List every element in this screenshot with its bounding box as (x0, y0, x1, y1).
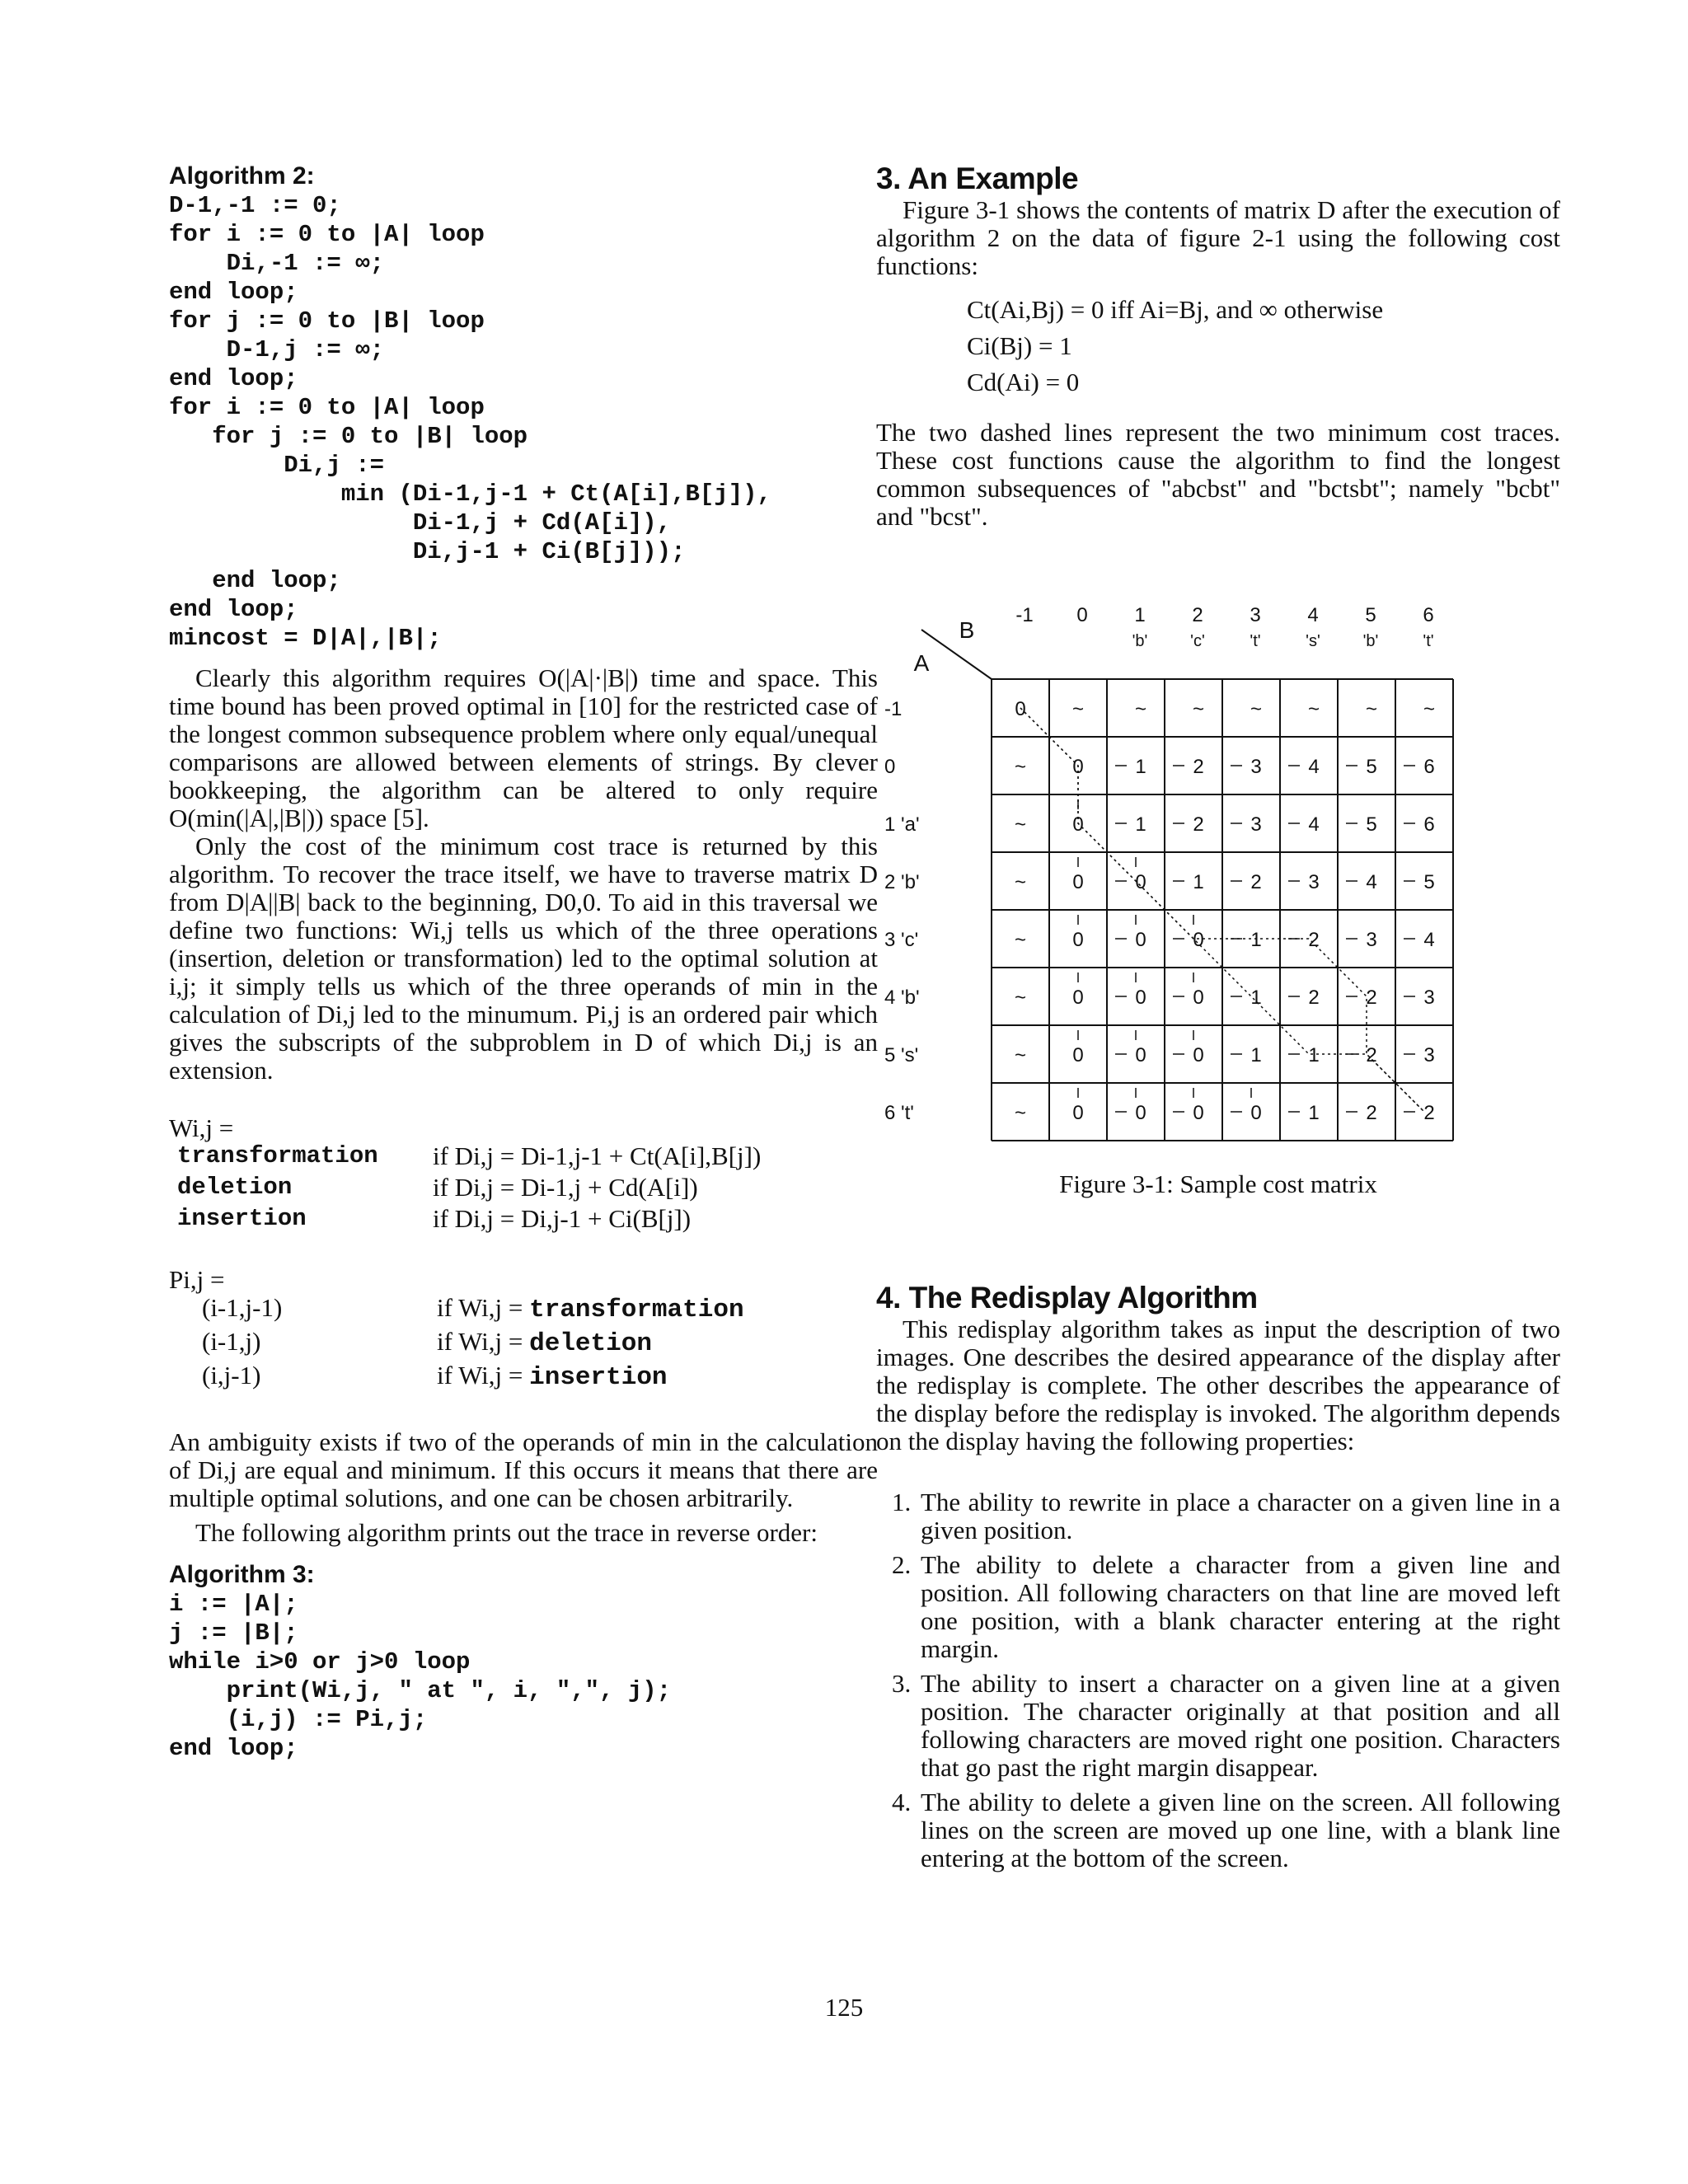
matrix-cell-value: ~ (1134, 698, 1147, 720)
matrix-cell-value: 1 (1250, 1044, 1262, 1066)
matrix-col-char: 's' (1306, 632, 1320, 650)
matrix-cell-value: 0 (1193, 929, 1204, 951)
matrix-cell-value: 0 (1072, 1102, 1084, 1124)
cost-matrix (876, 588, 1560, 1157)
matrix-cell-value: 0 (1072, 756, 1084, 778)
matrix-corner-diagonal (921, 630, 992, 679)
matrix-cell-value: 4 (1308, 756, 1320, 778)
matrix-axis-label-a: A (913, 650, 930, 676)
matrix-cell-value: ~ (1014, 871, 1027, 893)
w-condition: if Di,j = Di-1,j-1 + Ct(A[i],B[j]) (433, 1141, 762, 1170)
matrix-row-label: 4 'b' (884, 987, 920, 1009)
matrix-row-label: 1 'a' (884, 813, 920, 836)
matrix-cell-value: 5 (1366, 813, 1377, 836)
matrix-cell-value: 2 (1366, 987, 1377, 1009)
matrix-cell-value: 0 (1072, 929, 1084, 951)
section-4-heading: 4. The Redisplay Algorithm (876, 1281, 1258, 1315)
p-pair: (i-1,j-1) (202, 1293, 283, 1322)
matrix-col-index: -1 (1015, 604, 1034, 626)
matrix-cell-value: 5 (1366, 756, 1377, 778)
display-properties-list (876, 1488, 1560, 1872)
w-op-deletion: deletion (177, 1174, 293, 1201)
matrix-cell-value: 0 (1135, 1102, 1146, 1124)
p-definition-rows (202, 1294, 878, 1392)
w-definition-rows (177, 1142, 878, 1233)
matrix-cell-value: 4 (1308, 813, 1320, 836)
matrix-col-index: 2 (1192, 604, 1203, 626)
matrix-cell-value: ~ (1423, 698, 1436, 720)
algorithm-3-code: i := |A|; j := |B|; while i>0 or j>0 loop print(Wi,j, " at ", i, ",", j); (i,j) := Pi,j; end loop; (169, 1591, 672, 1762)
display-property-item: 2. The ability to delete a character from a given line and position. All following characters on that line are moved left one position, with a blank character entering at the right margin. (917, 1551, 1560, 1663)
matrix-col-char: 't' (1423, 632, 1434, 650)
p-condition-op: insertion (529, 1363, 668, 1392)
p-condition-op: transformation (529, 1296, 744, 1324)
matrix-cell-value: 0 (1072, 987, 1084, 1009)
matrix-cell-value: 2 (1366, 1044, 1377, 1066)
paragraph-complexity: Clearly this algorithm requires O(|A|·|B|) time and space. This time bound has been proved optimal in [10] for the restricted case of the longest common subsequence problem where only equal/unequal comparisons are allowed between elements of strings. By clever bookkeeping, the algorithm can be altered to only require O(min(|A|,|B|)) space [5]. (169, 663, 878, 832)
matrix-cell-value: ~ (1014, 929, 1027, 951)
p-pair: (i,j-1) (202, 1361, 261, 1390)
matrix-cell-value: ~ (1014, 1102, 1027, 1124)
paragraph-dashed-lines: The two dashed lines represent the two minimum cost traces. These cost functions cause the algorithm to find the longest common subsequences of "abcbst" and "bctsbt"; namely "bcbt" and "bcst". (876, 418, 1560, 531)
matrix-cell-value: 0 (1250, 1102, 1262, 1124)
w-condition: if Di,j = Di-1,j + Cd(A[i]) (433, 1173, 698, 1202)
matrix-cell-value: 3 (1250, 756, 1262, 778)
paragraph-trace-recovery: Only the cost of the minimum cost trace is returned by this algorithm. To recover the trace itself, we have to traverse matrix D from D|A||B| back to the beginning, D0,0. To aid in this traversal we define two functions: Wi,j tells us which of the three operations (insertion, deletion or transformation) led to the optimal solution at i,j; it simply tells us which of the three operands of min in the calculation of Di,j led to the minumum. Pi,j is an ordered pair which gives the subscripts of the subproblem in D of which Di,j is an extension. (169, 832, 878, 1085)
matrix-row-label: 5 's' (884, 1044, 919, 1066)
display-property-item: 3. The ability to insert a character on a given line at a given position. The character originally at that position and all following characters are moved right one position. Characters that go past the right margin disappear. (917, 1670, 1560, 1782)
matrix-row-label: 2 'b' (884, 871, 920, 893)
cost-function-insert: Ci(Bj) = 1 (967, 331, 1072, 360)
p-condition-prefix: if Wi,j = (437, 1293, 530, 1322)
p-condition (437, 1294, 878, 1324)
matrix-cell-value: 2 (1423, 1102, 1435, 1124)
matrix-cell-value: 2 (1193, 756, 1204, 778)
matrix-cell-value: 0 (1193, 1102, 1204, 1124)
figure-caption: Figure 3-1: Sample cost matrix (1059, 1169, 1377, 1198)
display-property-item: 1. The ability to rewrite in place a character on a given line in a given position. (917, 1488, 1560, 1544)
algorithm-2-title: Algorithm 2: (169, 162, 315, 190)
section-3-heading: 3. An Example (876, 162, 1079, 195)
algorithm-2-code: D-1,-1 := 0; for i := 0 to |A| loop Di,-1 := ∞; end loop; for j := 0 to |B| loop D-1,j := ∞; end loop; for i := 0 to |A| loop for j := 0 to |B| loop Di,j := min (Di-1,j-1 + Ct(A[i],B[j]), Di-1,j + Cd(A[i]), Di,j-1 + Ci(B[j])); end loop; end loop; mincost = D|A|,|B|; (169, 192, 771, 652)
matrix-cell-value: ~ (1250, 698, 1263, 720)
page-number: 125 (824, 1993, 864, 2022)
matrix-cell-value: ~ (1192, 698, 1205, 720)
paragraph-ambiguity: An ambiguity exists if two of the operands of min in the calculation of Di,j are equal and minimum. If this occurs it means that there are multiple optimal solutions, and one can be chosen arbitrarily. (169, 1427, 878, 1512)
matrix-cell-value: 5 (1423, 871, 1435, 893)
matrix-cell-value: 3 (1308, 871, 1320, 893)
matrix-cell-value: 4 (1366, 871, 1377, 893)
matrix-cell-value: 3 (1423, 987, 1435, 1009)
matrix-cell-value: 1 (1308, 1044, 1320, 1066)
matrix-col-index: 1 (1134, 604, 1146, 626)
matrix-cell-value: 0 (1193, 987, 1204, 1009)
w-condition: if Di,j = Di,j-1 + Ci(B[j]) (433, 1204, 692, 1233)
p-condition-prefix: if Wi,j = (437, 1327, 530, 1356)
matrix-col-index: 5 (1365, 604, 1376, 626)
p-condition (437, 1328, 878, 1358)
matrix-cell-value: 6 (1423, 813, 1435, 836)
matrix-cell-value: ~ (1014, 987, 1027, 1009)
matrix-cell-value: 2 (1308, 987, 1320, 1009)
matrix-cell-value: ~ (1014, 1044, 1027, 1066)
matrix-cell-value: 1 (1308, 1102, 1320, 1124)
cost-functions (876, 292, 1560, 401)
p-condition-op: deletion (529, 1329, 652, 1358)
matrix-cell-value: 3 (1250, 813, 1262, 836)
matrix-cell-value: ~ (1307, 698, 1320, 720)
display-property-item: 4. The ability to delete a given line on the screen. All following lines on the screen are moved up one line, with a blank line entering at the bottom of the screen. (917, 1788, 1560, 1872)
w-op-transformation: transformation (177, 1142, 378, 1169)
paragraph-example-intro: Figure 3-1 shows the contents of matrix D after the execution of algorithm 2 on the data of figure 2-1 using the following cost functions: (876, 195, 1560, 280)
paragraph-redisplay-intro: This redisplay algorithm takes as input the description of two images. One describes the desired appearance of the display after the redisplay is complete. The other describes the appearance of the display before the redisplay is invoked. The algorithm depends on the display having the following properties: (876, 1315, 1560, 1455)
matrix-cell-value: 0 (1072, 871, 1084, 893)
matrix-cell-value: 1 (1250, 987, 1262, 1009)
matrix-cell-value: 1 (1135, 813, 1146, 836)
w-label: Wi,j = (169, 1113, 234, 1142)
matrix-col-char: 'c' (1190, 632, 1205, 650)
matrix-row-label: 6 't' (884, 1102, 914, 1124)
matrix-row-label: -1 (884, 698, 903, 720)
matrix-cell-value: 0 (1072, 1044, 1084, 1066)
paragraph-reverse-order: The following algorithm prints out the trace in reverse order: (195, 1518, 818, 1547)
matrix-col-index: 4 (1307, 604, 1319, 626)
matrix-col-index: 0 (1076, 604, 1088, 626)
matrix-cell-value: 0 (1135, 987, 1146, 1009)
matrix-cell-value: 1 (1193, 871, 1204, 893)
matrix-row-label: 3 'c' (884, 929, 919, 951)
matrix-cell-value: 0 (1193, 1044, 1204, 1066)
matrix-cell-value: 3 (1366, 929, 1377, 951)
matrix-cell-value: 0 (1015, 698, 1026, 720)
matrix-cell-value: ~ (1071, 698, 1085, 720)
p-pair: (i-1,j) (202, 1327, 261, 1356)
algorithm-3-title: Algorithm 3: (169, 1561, 315, 1588)
matrix-cell-value: 0 (1135, 871, 1146, 893)
matrix-cell-value: 2 (1250, 871, 1262, 893)
matrix-cell-value: 0 (1135, 1044, 1146, 1066)
matrix-cell-value: 1 (1250, 929, 1262, 951)
matrix-cell-value: ~ (1014, 756, 1027, 778)
matrix-col-index: 6 (1423, 604, 1434, 626)
w-definition (169, 1114, 878, 1233)
matrix-cell-value: 1 (1135, 756, 1146, 778)
matrix-col-char: 'b' (1362, 632, 1379, 650)
matrix-cell-value: 0 (1135, 929, 1146, 951)
matrix-col-char: 't' (1250, 632, 1261, 650)
matrix-row-label: 0 (884, 756, 896, 778)
matrix-cell-value: 2 (1366, 1102, 1377, 1124)
w-op-insertion: insertion (177, 1205, 307, 1232)
right-column (876, 162, 1560, 1879)
matrix-cell-value: 2 (1308, 929, 1320, 951)
matrix-cell-value: ~ (1014, 813, 1027, 836)
p-definition (169, 1266, 878, 1392)
matrix-cell-value: 4 (1423, 929, 1435, 951)
p-condition-prefix: if Wi,j = (437, 1361, 530, 1390)
matrix-cell-value: 6 (1423, 756, 1435, 778)
p-condition (437, 1361, 878, 1392)
matrix-cell-value: 2 (1193, 813, 1204, 836)
matrix-col-char: 'b' (1132, 632, 1148, 650)
matrix-cell-value: 0 (1072, 813, 1084, 836)
cost-function-transform: Ct(Ai,Bj) = 0 iff Ai=Bj, and ∞ otherwise (967, 295, 1384, 324)
left-column (169, 162, 878, 1763)
matrix-cell-value: 3 (1423, 1044, 1435, 1066)
cost-function-delete: Cd(Ai) = 0 (967, 368, 1080, 396)
matrix-axis-label-b: B (959, 617, 975, 643)
matrix-cell-value: ~ (1365, 698, 1378, 720)
p-label: Pi,j = (169, 1265, 225, 1294)
matrix-col-index: 3 (1250, 604, 1261, 626)
cost-matrix-figure (876, 588, 1560, 1157)
